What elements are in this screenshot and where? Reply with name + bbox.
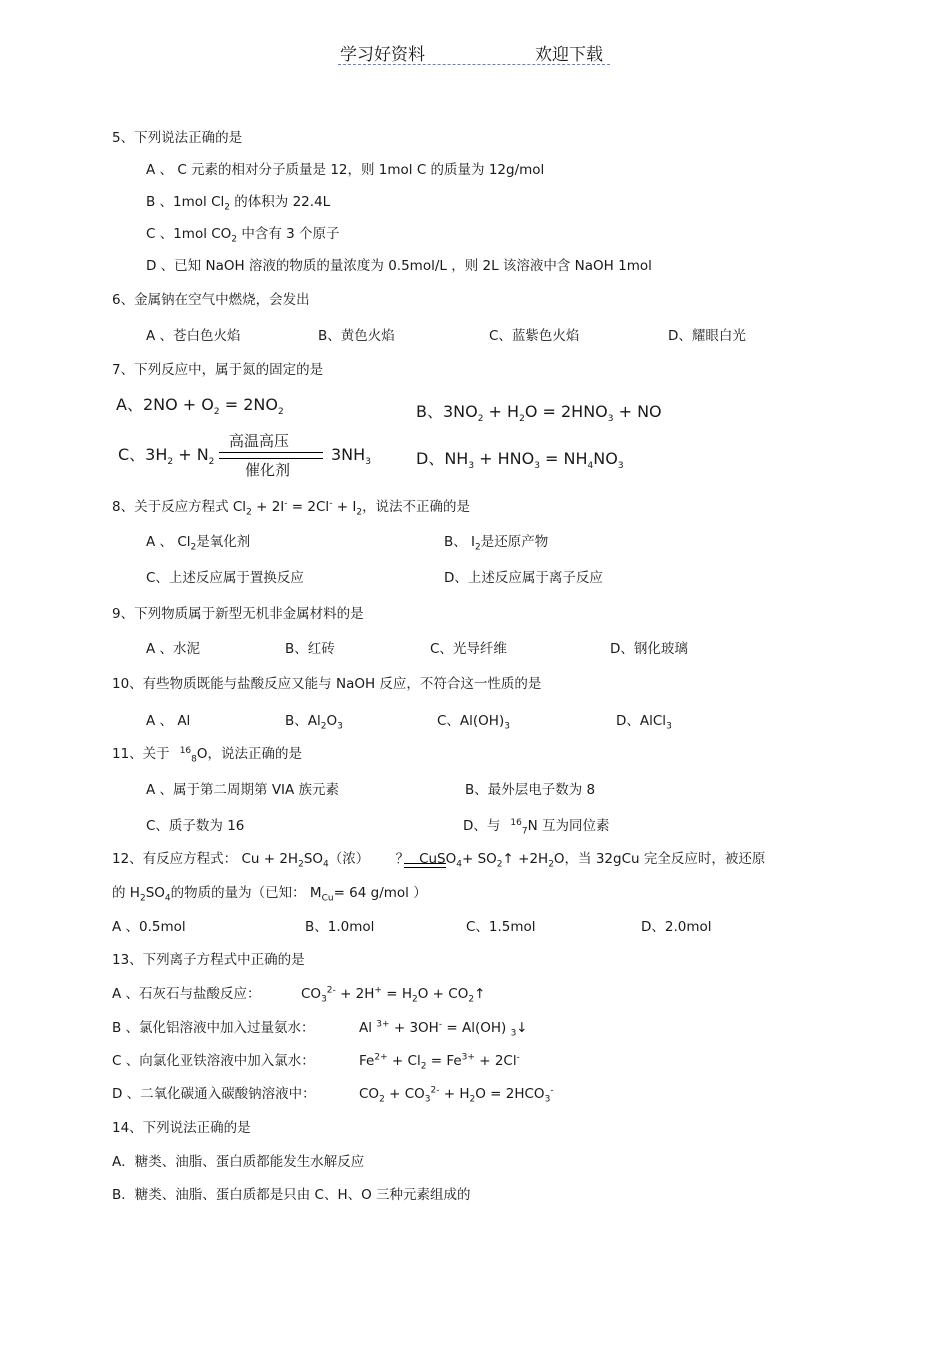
q9-option-d: D、钢化玻璃 xyxy=(610,641,688,657)
q8-option-b: B、 $I_2$是还原产物 xyxy=(444,534,549,553)
q9-option-b: B、红砖 xyxy=(285,641,335,657)
q7-option-a: A、$2NO + O_2 = 2NO_2$ xyxy=(116,395,284,418)
q8-stem: 8、关于反应方程式 $Cl_2 + 2I^- = 2Cl^- + I_2$，说法不正确的是 xyxy=(112,498,471,518)
q6-option-d: D、耀眼白光 xyxy=(668,328,746,344)
q12-option-a: A 、0.5mol xyxy=(112,919,186,935)
q6-option-a: A 、苍白色火焰 xyxy=(146,328,241,344)
q5-option-c: C 、1mol $CO_2$ 中含有 3 个原子 xyxy=(146,226,340,245)
q7-arrow-forward xyxy=(219,452,323,453)
q5-option-d: D 、已知 NaOH 溶液的物质的量浓度为 0.5mol/L ，则 2L 该溶液中含 NaOH 1mol xyxy=(146,258,652,274)
header-right: 欢迎下载 xyxy=(535,45,603,65)
q10-stem: 10、有些物质既能与盐酸反应又能与 NaOH 反应，不符合这一性质的是 xyxy=(112,676,542,692)
q7-option-d: D、$NH_3 + HNO_3 = NH_4NO_3$ xyxy=(416,449,624,472)
q6-option-c: C、蓝紫色火焰 xyxy=(489,328,580,344)
q12-option-d: D、2.0mol xyxy=(641,919,712,935)
q14-stem: 14、下列说法正确的是 xyxy=(112,1120,251,1136)
q9-option-c: C、光导纤维 xyxy=(430,641,507,657)
q10-option-a: A 、 Al xyxy=(146,713,191,729)
q13-option-a-equation: $CO_3^{2-} + 2H^+ = H_2O$ + $CO_2↑$ xyxy=(301,985,486,1005)
q6-stem: 6、金属钠在空气中燃烧，会发出 xyxy=(112,292,310,308)
q11-option-a: A 、属于第二周期第 VIA 族元素 xyxy=(146,782,340,798)
q11-stem: 11、关于 $^{16}_8$O，说法正确的是 xyxy=(112,745,303,765)
q9-option-a: A 、水泥 xyxy=(146,641,201,657)
q8-option-a: A 、 $Cl_2$是氧化剂 xyxy=(146,534,251,553)
q5-option-b: B 、1mol $Cl_2$ 的体积为 22.4L xyxy=(146,194,331,213)
header-left: 学习好资料 xyxy=(340,45,425,65)
q11-option-b: B、最外层电子数为 8 xyxy=(465,782,596,798)
q13-option-c-equation: $Fe^{2+} + Cl_2 = Fe^{3+} + 2Cl^-$ xyxy=(359,1052,520,1072)
q10-option-b: B、$Al_2O_3$ xyxy=(285,713,343,732)
header-divider xyxy=(338,64,610,65)
q12-line1: 12、有反应方程式： $Cu + 2H_2SO_4$（浓） ？ CuSO$_4$+ $SO_2↑ +2H_2O$，当 32gCu 完全反应时，被还原 xyxy=(112,851,766,870)
q5-stem: 5、下列说法正确的是 xyxy=(112,130,243,146)
q9-stem: 9、下列物质属于新型无机非金属材料的是 xyxy=(112,606,364,622)
q12-option-c: C、1.5mol xyxy=(466,919,536,935)
q13-option-d-equation: $CO_2 + CO_3^{2-} + H_2O = 2HCO_3^-$ xyxy=(359,1085,554,1105)
q8-option-c: C、上述反应属于置换反应 xyxy=(146,570,304,586)
q12-condition: ？ xyxy=(395,851,410,867)
q12-line2: 的 $H_2SO_4$的物质的量为（已知： $M_{Cu}= 64$ g/mol ） xyxy=(112,885,427,904)
q14-option-b: B．糖类、油脂、蛋白质都是只由 C、H、O 三种元素组成的 xyxy=(112,1187,471,1203)
q13-option-b-label: B 、氯化铝溶液中加入过量氨水： xyxy=(112,1020,315,1036)
q13-stem: 13、下列离子方程式中正确的是 xyxy=(112,952,305,968)
q10-option-d: D、AlCl$_3$ xyxy=(616,713,672,732)
q7-option-b: B、$3NO_2 + H_2O = 2HNO_3$ + NO xyxy=(416,402,662,425)
q12-equal-line-bottom xyxy=(404,867,446,868)
q6-option-b: B、黄色火焰 xyxy=(318,328,395,344)
q8-option-d: D、上述反应属于离子反应 xyxy=(444,570,603,586)
q13-option-b-equation: Al $^{3+}$ + 3OH- = Al(OH) $_3$↓ xyxy=(359,1019,528,1039)
q7-condition-top: 高温高压 xyxy=(229,432,290,450)
q12-equal-line-top xyxy=(404,863,446,864)
q14-option-a: A．糖类、油脂、蛋白质都能发生水解反应 xyxy=(112,1154,365,1170)
q13-option-c-label: C 、向氯化亚铁溶液中加入氯水： xyxy=(112,1053,315,1069)
q7-option-c-reactants: C、$3H_2 + N_2$ xyxy=(118,445,215,468)
q13-option-a-label: A 、石灰石与盐酸反应： xyxy=(112,986,261,1002)
q7-stem: 7、下列反应中，属于氮的固定的是 xyxy=(112,362,324,378)
q7-option-c-product: $3NH_3$ xyxy=(331,445,371,468)
q7-condition-bottom: 催化剂 xyxy=(245,461,291,479)
q5-option-a: A 、 C 元素的相对分子质量是 12，则 1mol C 的质量为 12g/mol xyxy=(146,162,545,178)
q13-option-d-label: D 、二氧化碳通入碳酸钠溶液中： xyxy=(112,1086,316,1102)
q12-option-b: B、1.0mol xyxy=(305,919,375,935)
q11-option-d: D、与 $^{16}_7$N 互为同位素 xyxy=(463,817,610,837)
q11-option-c: C、质子数为 16 xyxy=(146,818,245,834)
q10-option-c: C、$Al(OH)_3$ xyxy=(437,713,510,732)
